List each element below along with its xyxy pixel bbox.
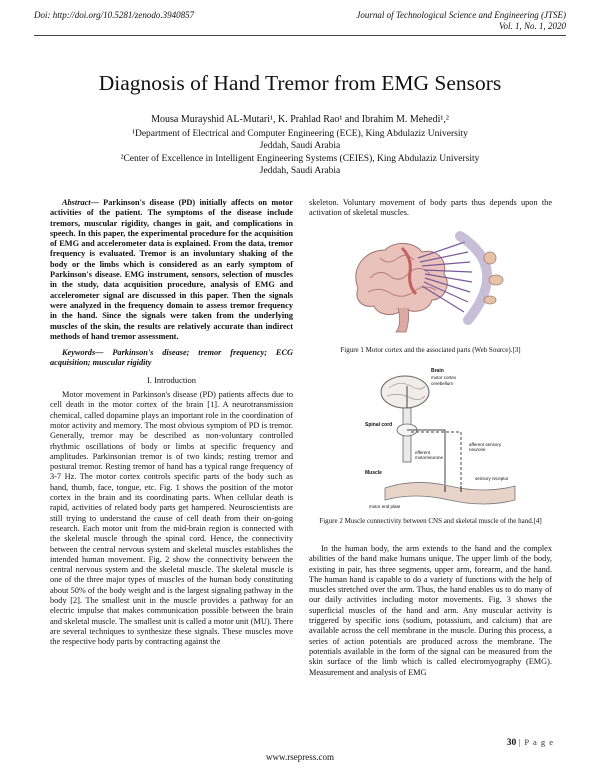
page-number xyxy=(507,737,554,748)
abstract-text: Parkinson's disease (PD) initially affects on motor activities of the patient. The symptoms of the disease include tremors, muscular rigidity, changes in gait, and complications in speech. In this paper, the experimental procedure for the acquisition of EMG and accelerometer data is explained. From the data, tremor frequency is evaluated. Tremor is an involuntary shaking of the body or the limbs which is considered as an early symptom of Parkinson's disease. EMG instrument, sensors, selection of muscles in the study, data acquisition procedure, analysis of EMG and accelerometer signal are discussed in this paper. Then the signals were analyzed in the frequency domain to assess tremor frequency in the hand. Since the signals were taken from the underlying muscles of the skin, the results are relatively accurate than indirect methods of hand tremor assessment. xyxy=(50,198,293,341)
right-top-text: skeleton. Voluntary movement of body parts thus depends upon the activation of skeletal muscles. xyxy=(309,198,552,218)
label-spinal-cord: Spinal cord xyxy=(365,422,393,428)
section-heading: I. Introduction xyxy=(146,374,197,385)
nervous-system-diagram-icon xyxy=(365,366,535,512)
label-brain: Brain xyxy=(431,368,444,374)
journal-volume: Vol. 1, No. 1, 2020 xyxy=(498,21,566,32)
affiliation-2-city: Jeddah, Saudi Arabia xyxy=(259,165,341,176)
page-label: | P a g e xyxy=(518,737,554,747)
label-motor-cortex: motor cortex xyxy=(431,375,457,380)
figure-2 xyxy=(365,366,535,512)
paper-title: Diagnosis of Hand Tremor from EMG Sensors xyxy=(98,71,502,95)
authors: Mousa Murayshid AL-Mutari¹, K. Prahlad Rao¹ and Ibrahim M. Mehedi¹,² xyxy=(151,114,449,125)
label-efferent: efferent motorneurone xyxy=(415,450,444,460)
footer-site: www.rsepress.com xyxy=(266,752,334,762)
page-number-value: 30 xyxy=(506,738,517,748)
figure-1-caption: Figure 1 Motor cortex and the associated parts (Web Source).[3] xyxy=(340,346,521,354)
figure-2-caption: Figure 2 Muscle connectivity between CNS and skeletal muscle of the hand.[4] xyxy=(319,517,542,525)
journal-name: Journal of Technological Science and Engineering (JTSE) xyxy=(356,10,566,20)
abstract-label: Abstract— xyxy=(62,198,99,207)
doi: Doi: http://doi.org/10.5281/zenodo.3940857 xyxy=(34,10,195,20)
abstract xyxy=(50,198,293,342)
brain-illustration-icon xyxy=(340,228,520,340)
affiliation-1-city: Jeddah, Saudi Arabia xyxy=(259,141,341,152)
figure-1 xyxy=(340,228,520,340)
label-muscle: Muscle xyxy=(365,470,382,476)
right-column-body xyxy=(309,544,552,678)
label-motor-end-plate: motor end plate xyxy=(369,504,401,509)
right-column-top xyxy=(309,198,552,219)
label-cerebellum: cerebellum xyxy=(431,381,454,386)
intro-paragraph: Motor movement in Parkinson's disease (PD) patients affects due to cell death in the motor cortex of the brain [1]. A neurotransmission chemical, called dopamine plays an important role in the coordination of motor activity and memory. The most obvious symptom of PD is tremor. Generally, tremor may be described as non-voluntary controlled rhythmic oscillations of body or limbs at specific frequency and amplitudes. Parkinsonian tremor is of two kinds; resting tremor and postural tremor. Resting tremor of hand has a typical range frequency of 3-7 Hz. The motor cortex controls specific parts of the body such as hand, thumb, face, tongue, etc. Fig. 1 shows the position of the motor cortex in the brain and its coordinating parts. When cellular death is rapid, activities of related body parts get hampered. Neuroscientists are still trying to understand the cause of cell death from their on-going research. Each motor unit from the mid-brain region is connected with the skeletal muscle through the spinal cord. Hence, the connectivity between the central nervous system and skeletal muscles establishes the intended human movement. Fig. 2 show the connectivity between the central nervous system and the skeletal muscle. The skeletal muscle is one of the three major types of muscles of the human body constituting about 50% of the body weight and is the largest signaling pathway in the body [2]. The smallest unit in the muscle provides a pathway for an electric impulse that makes communication possible between the brain and skeletal muscle. The smallest unit is called a motor unit (MU). There are several techniques to synthesize these signals. These muscles move the respective body parts by contracting against the xyxy=(50,390,293,647)
affiliation-2: ²Center of Excellence in Intelligent Engineering Systems (CEIES), King Abdulaziz University xyxy=(120,153,480,164)
journal-info xyxy=(356,10,566,33)
affiliations xyxy=(40,128,560,177)
keywords: Keywords— Parkinson's disease; tremor frequency; ECG acquisition; muscular rigidity xyxy=(50,348,293,368)
label-sensory-receptor: sensory receptor xyxy=(475,476,509,481)
header-rule xyxy=(34,35,566,36)
label-afferent: afferent sensory neurone xyxy=(469,442,502,452)
left-column xyxy=(50,198,293,647)
right-paragraph: In the human body, the arm extends to the hand and the complex abilities of the hand make humans unique. The upper limb of the body, existing in pair, has three segments, upper arm, forearm, and the hand. The human hand is capable to do a variety of functions with the help of muscles stretched over the arm. Thus, the hand enables us to do many of our daily activities including motor movements. Fig. 3 shows the superficial muscles of the hand and arm. Any muscular activity is triggered by specific ions (sodium, potassium, and calcium) that are available across the cell membrane in the muscle. During this process, a series of action potentials are produced across the membrane. The potentials available in the form of the signal can be measured from the skin surface of the limb which is called electromyography (EMG). Measurement and analysis of EMG xyxy=(309,544,552,677)
affiliation-1: ¹Department of Electrical and Computer Engineering (ECE), King Abdulaziz University xyxy=(132,129,468,139)
